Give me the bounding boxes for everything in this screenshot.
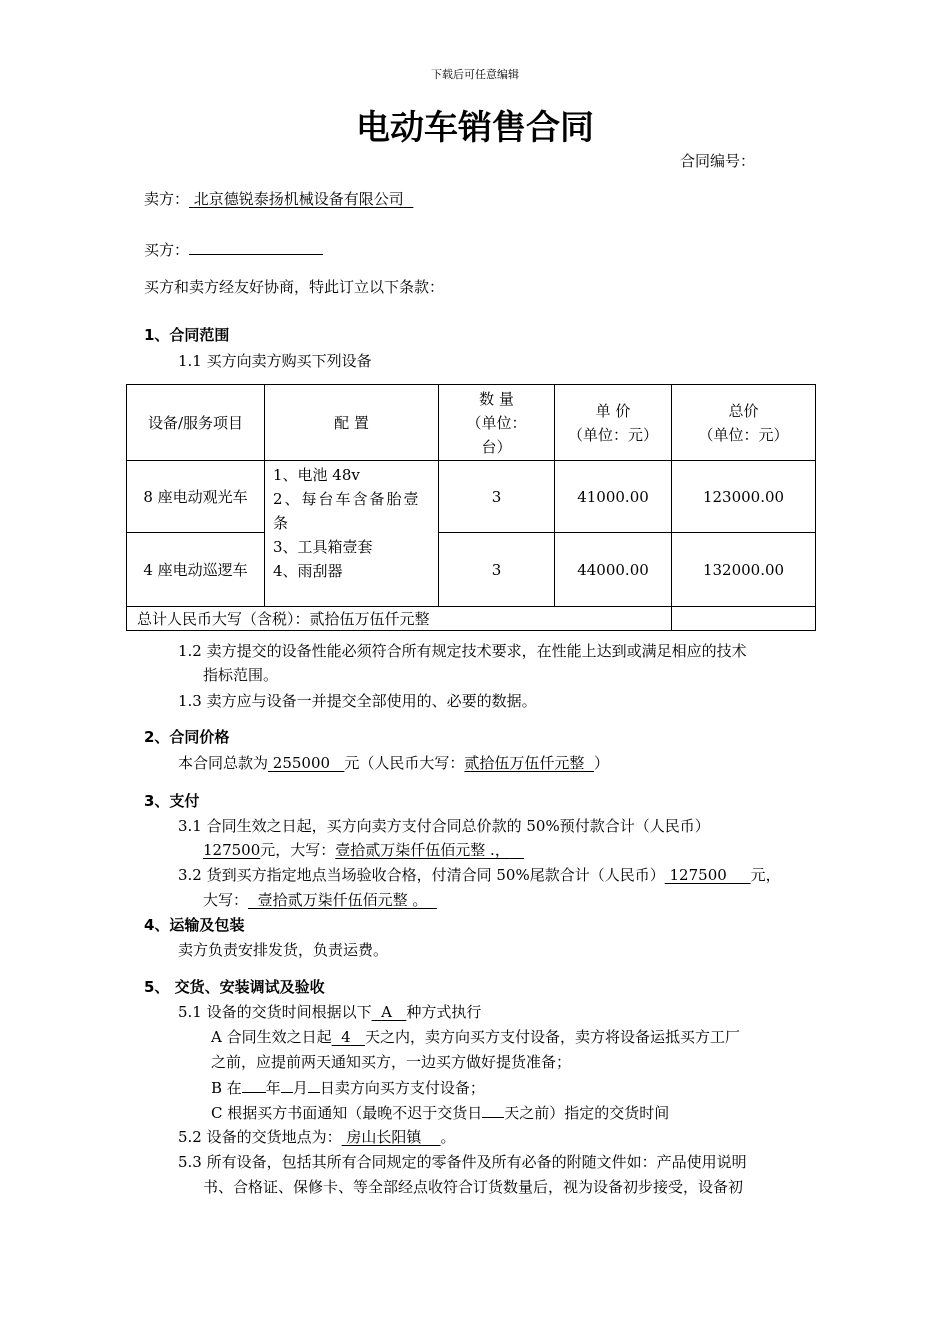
section-1-heading: 1、合同范围 [144, 326, 230, 344]
year-blank [242, 1076, 266, 1093]
table-row [127, 533, 816, 607]
delivery-place: 房山长阳镇 [346, 1128, 422, 1146]
clause-1-1: 1.1 买方向卖方购买下列设备 [178, 352, 372, 370]
clause-1-2: 1.2 卖方提交的设备性能必须符合所有规定技术要求，在性能上达到或满足相应的技术 [178, 642, 747, 660]
option-c: C 根据买方书面通知（最晚不迟于交货日 天之前）指定的交货时间 [211, 1101, 669, 1123]
cell-total: 132000.00 [672, 533, 816, 607]
th-config: 配 置 [265, 385, 439, 461]
cell-quantity: 3 [439, 533, 555, 607]
clause-3-2: 3.2 货到买方指定地点当场验收合格，付清合同 50%尾款合计（人民币） 127500 元， [178, 866, 781, 884]
clause-1-2-cont: 指标范围。 [203, 666, 279, 684]
days-blank [482, 1101, 504, 1118]
cell-unit-price: 41000.00 [555, 461, 672, 533]
header-note: 下载后可任意编辑 [431, 68, 519, 81]
day-blank [308, 1076, 320, 1093]
buyer-blank [189, 238, 323, 255]
th-item: 设备/服务项目 [127, 385, 265, 461]
cell-total: 123000.00 [672, 461, 816, 533]
final-payment-words: 壹拾贰万柒仟伍佰元整 。 [257, 891, 428, 909]
cell-quantity: 3 [439, 461, 555, 533]
contract-amount: 255000 [272, 754, 331, 772]
th-unit-price: 单 价 （单位：元） [555, 385, 672, 461]
delivery-method-choice: A [381, 1003, 393, 1021]
intro-text: 买方和卖方经友好协商，特此订立以下条款： [144, 278, 445, 296]
cell-total-blank [672, 607, 816, 631]
contract-number-label: 合同编号： [680, 152, 756, 170]
prepayment-words: 壹拾贰万柒仟伍佰元整 .， [335, 841, 510, 859]
clause-5-3-cont: 书、合格证、保修卡、等全部经点收符合订货数量后，视为设备初步接受，设备初 [203, 1178, 744, 1196]
cell-item: 4 座电动巡逻车 [127, 533, 265, 607]
clause-5-2: 5.2 设备的交货地点为： 房山长阳镇 。 [178, 1128, 456, 1146]
th-total-price: 总价 （单位：元） [672, 385, 816, 461]
page-title: 电动车销售合同 [356, 108, 594, 148]
buyer-line [144, 238, 323, 260]
month-blank [281, 1076, 293, 1093]
seller-label: 卖方： [144, 190, 190, 208]
option-a: A 合同生效之日起 4 天之内，卖方向买方支付设备，卖方将设备运抵买方工厂 [211, 1028, 741, 1046]
section-4-heading: 4、运输及包装 [144, 916, 245, 934]
th-quantity: 数 量 （单位： 台） [439, 385, 555, 461]
section-3-heading: 3、支付 [144, 792, 200, 810]
buyer-label: 买方： [144, 241, 190, 259]
option-a-cont: 之前，应提前两天通知买方，一边买方做好提货准备； [211, 1053, 572, 1071]
contract-amount-words: 贰拾伍万伍仟元整 [464, 754, 585, 772]
clause-5-3: 5.3 所有设备，包括其所有合同规定的零备件及所有必备的附随文件如：产品使用说明 [178, 1153, 747, 1171]
clause-3-1-cont: 127500元，大写：壹拾贰万柒仟伍佰元整 .， [203, 841, 510, 859]
cell-item: 8 座电动观光车 [127, 461, 265, 533]
table-total-row [127, 607, 816, 631]
clause-3-2-cont: 大写： 壹拾贰万柒仟伍佰元整 。 [203, 891, 428, 909]
option-b: B 在 年 月 日卖方向买方支付设备； [211, 1076, 485, 1098]
cell-unit-price: 44000.00 [555, 533, 672, 607]
clause-5-1: 5.1 设备的交货时间根据以下 A 种方式执行 [178, 1003, 482, 1021]
clause-2-text: 本合同总款为 255000 元（人民币大写：贰拾伍万伍仟元整 ） [178, 754, 609, 772]
section-5-heading: 5、 交货、安装调试及验收 [144, 978, 325, 996]
section-2-heading: 2、合同价格 [144, 728, 230, 746]
clause-3-1: 3.1 合同生效之日起，买方向卖方支付合同总价款的 50%预付款合计（人民币） [178, 817, 710, 835]
prepayment-amount: 127500 [203, 841, 261, 859]
seller-name: 北京德锐泰扬机械设备有限公司 [193, 190, 404, 208]
table-row [127, 461, 816, 533]
seller-line [144, 188, 413, 209]
table-header-row [127, 385, 816, 461]
final-payment-amount: 127500 [669, 866, 727, 884]
delivery-days: 4 [341, 1028, 351, 1046]
cell-config: 1、电池 48v 2、每台车含备胎壹 条 3、工具箱壹套 4、雨刮器 [265, 461, 439, 607]
cell-total-words: 总计人民币大写（含税）：贰拾伍万伍仟元整 [127, 607, 672, 631]
clause-1-3: 1.3 卖方应与设备一并提交全部使用的、必要的数据。 [178, 692, 537, 710]
equipment-table [126, 384, 816, 631]
clause-4-text: 卖方负责安排发货，负责运费。 [178, 941, 389, 959]
